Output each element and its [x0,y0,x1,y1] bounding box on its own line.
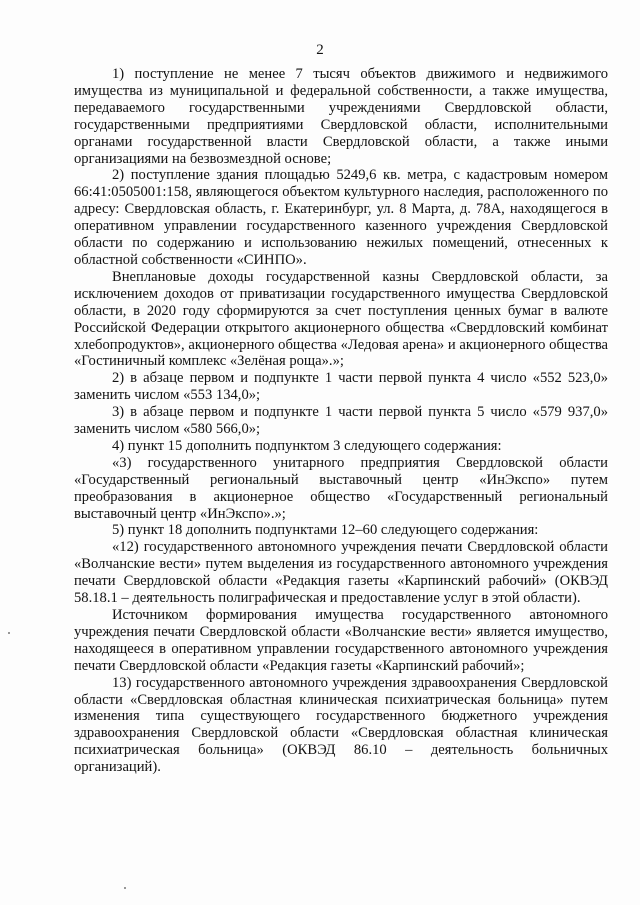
paragraph-subitem-12: «12) государственного автономного учреждения печати Свердловской области «Волчанские вести» путем выделения из государственного автономного учреждения печати Свердловской области «Редакция газеты «Карпинский рабочий» (ОКВЭД 58.18.1 – деятельность полиграфическая и предоставление услуг в этой области). [74,539,608,607]
document-body [74,66,608,776]
scan-speck [8,632,10,634]
paragraph-subitem-3: «3) государственного унитарного предприятия Свердловской области «Государственный региональный выставочный центр «ИнЭкспо» путем преобразования в акционерное общество «Государственный региональный выставочный центр «ИнЭкспо».»; [74,454,608,522]
paragraph-item-2: 2) поступление здания площадью 5249,6 кв. метра, с кадастровым номером 66:41:0505001:158, являющегося объектом культурного наследия, расположенного по адресу: Свердловская область, г. Екатеринбург, ул. 8 Марта, д. 78А, находящегося в оперативном управлении государственного казенного учреждения Свердловской области по содержанию и использованию нежилых помещений, отнесенных к областной собственности «СИНПО». [74,167,608,268]
paragraph-amendment-4: 4) пункт 15 дополнить подпунктом 3 следующего содержания: [112,437,502,454]
scan-speck [124,887,126,889]
paragraph-amendment-3: 3) в абзаце первом и подпункте 1 части первой пункта 5 число «579 937,0» заменить числом «580 566,0»; [74,404,608,438]
paragraph-property-source: Источником формирования имущества государственного автономного учреждения печати Свердловской области «Волчанские вести» является имущество, находящееся в оперативном управлении государственного автономного учреждения печати Свердловской области «Редакция газеты «Карпинский рабочий»; [74,607,608,674]
paragraph-extraordinary-income: Внеплановые доходы государственной казны Свердловской области, за исключением доходов от приватизации государственного имущества Свердловской области, в 2020 году сформируются за счет поступления ценных бумаг в валюте Российской Федерации открытого акционерного общества «Свердловский комбинат хлебопродуктов», акционерного общества «Ледовая арена» и акционерного общества «Гостиничный комплекс «Зелёная роща».»; [74,268,608,370]
paragraph-amendment-5: 5) пункт 18 дополнить подпунктами 12–60 следующего содержания: [112,522,539,539]
paragraph-amendment-2: 2) в абзаце первом и подпункте 1 части первой пункта 4 число «552 523,0» заменить числом «553 134,0»; [74,370,608,404]
paragraph-item-1: 1) поступление не менее 7 тысяч объектов движимого и недвижимого имущества из муниципальной и федеральной собственности, а также имущества, передаваемого государственными учреждениями Свердловской области, государственными предприятиями Свердловской области, исполнительными органами государственной власти Свердловской области, а также иными организациями на безвозмездной основе; [74,66,608,167]
paragraph-subitem-13: 13) государственного автономного учреждения здравоохранения Свердловской области «Свердловская областная клиническая психиатрическая больница» путем изменения типа существующего государственного бюджетного учреждения здравоохранения Свердловской области «Свердловская областная клиническая психиатрическая больница» (ОКВЭД 86.10 – деятельность больничных организаций). [74,674,608,776]
page-number: 2 [316,42,324,58]
